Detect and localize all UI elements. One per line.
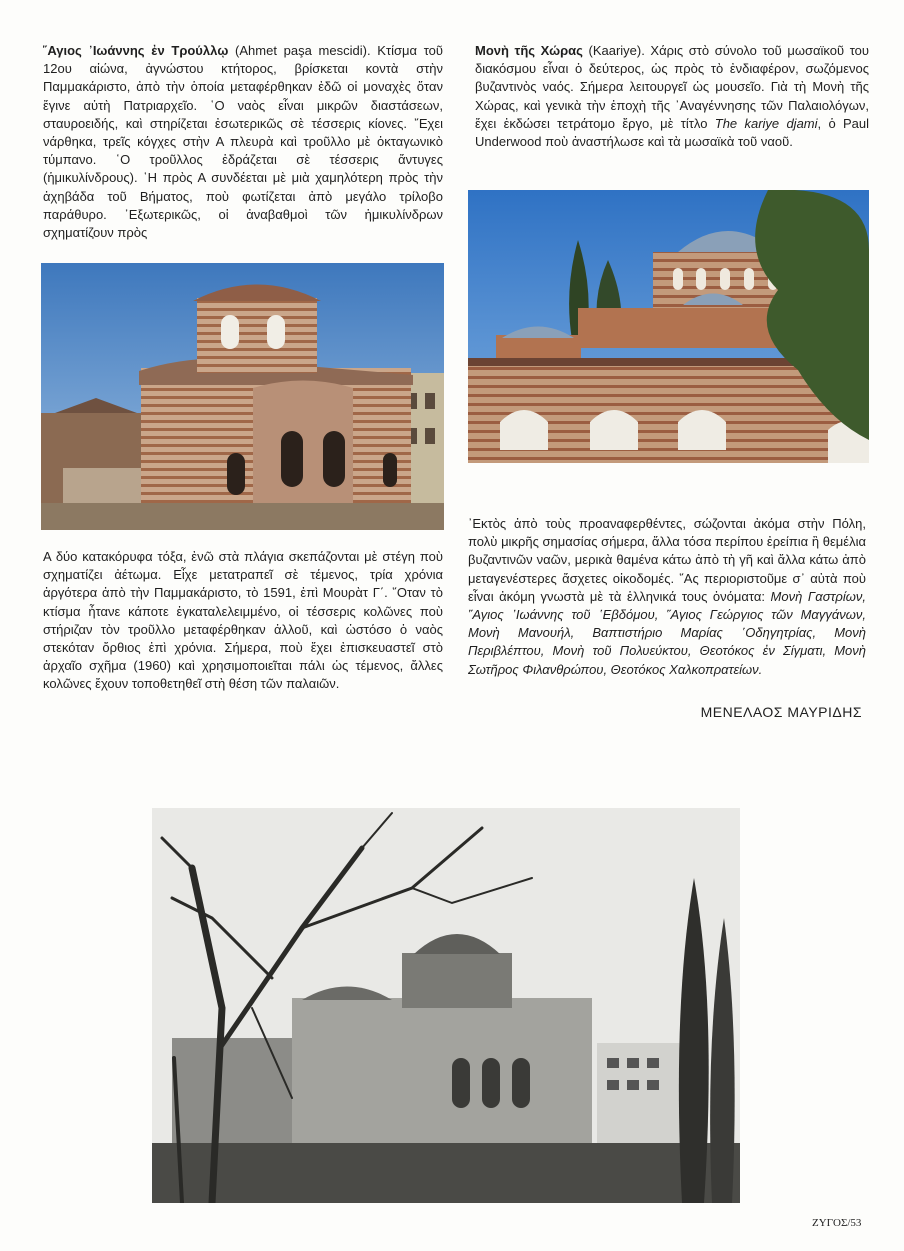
- church-description-moni-choras-a: (Kaariye). Χάρις στὸ σύνολο τοῦ μωσαϊκοῦ του διακόσμου εἶναι ὁ δεύτερος, ὡς πρὸς τὸ ἐνδιαφέρον, σωζόμενος βυζαντινὸς ναός. Σήμερα λειτουργεῖ ὡς μουσεῖο. Γιὰ τὴ Μονὴ τῆς Χώρας, καὶ γενικὰ τὴν ἐποχὴ τῆς ᾽Αναγέννησης τῶν Παλαιολόγων, ἔχει ἐκδώσει τετράτομο ἔργο, μὲ τίτλο: [475, 43, 869, 131]
- church-description-continued: Α δύο κατακόρυφα τόξα, ἐνῶ στὰ πλάγια σκεπάζονται μὲ στέγη ποὺ σχηματίζει ἀέτωμα. Εἶχε μετατραπεῖ σὲ τέμενος, τρία χρόνια ἀργότερα ἀπὸ τὴν Παμμακάριστο, τὸ 1591, ἐπὶ Μουρὰτ Γ΄. ῞Οταν τὸ κτίσμα ἦτανε κάποτε ἐγκαταλελειμμένο, οἱ τέσσερις κολῶνες ποὺ στήριζαν τὸν τροῦλλο μεταφέρθηκαν ἀλλοῦ, καὶ ὡστόσο ὁ ναὸς στεκόταν ὄρθιος ἐπὶ χρόνια. Σήμερα, ποὺ ἔχει ἐπισκευαστεῖ στὸ ἀρχαῖο σχῆμα (1960) καὶ χρησιμοποιεῖται πάλι ὡς τέμενος, ἄλλες κολῶνες ἔχουν τοποθετηθεῖ στὴ θέση τῶν παλαιῶν.: [43, 549, 443, 692]
- remaining-churches-intro: ᾽Εκτὸς ἀπὸ τοὺς προαναφερθέντες, σώζονται ἀκόμα στὴν Πόλη, πολὺ μικρῆς σημασίας σήμερα, ἄλλα τόσα περίπου ἐρείπια ἢ θεμέλια βυζαντινῶν ναῶν, μερικὰ θαμένα κάτω ἀπὸ τὴ γῆ καὶ ἄλλα κάτω ἀπὸ μεταγενέστερες ἄσχετες οἰκοδομές. ῞Ας περιοριστοῦμε σ᾽ αὐτὰ ποὺ εἶναι ἀκόμη γνωστὰ μὲ τὰ ἑλληνικά τους ὀνόματα:: [468, 516, 866, 604]
- church-description-agios-ioannis: (Ahmet paşa mescidi). Κτίσμα τοῦ 12ου αἰώνα, ἀγνώστου κτήτορος, βρίσκεται κοντὰ στὴν Παμμακάριστο, ἀπὸ τὴν ὁποία μεταφέρθηκαν ἐδῶ οἱ μοναχὲς ὅταν ἔγινε αὐτὴ Πατριαρχεῖο. ῾Ο ναὸς εἶναι μικρῶν διαστάσεων, σταυροειδής, καὶ στηρίζεται ἐσωτερικῶς σὲ τέσσερις κίονες. ῎Εχει νάρθηκα, τρεῖς κόγχες στὴν Α πλευρὰ καὶ τροῦλλο μὲ ὀκταγωνικὸ τύμπανο. ῾Ο τροῦλλος ἑδράζεται σὲ τέσσερις ἄντυγες (ἡμικυλίνδρους). ῾Η πρὸς Α συνδέεται μὲ μιὰ χαμηλότερη πρὸς τὴν ἀχηβάδα τοῦ Βήματος, ποὺ φωτίζεται ἀπὸ μεγάλο τρίλοβο παράθυρο. ᾽Εξωτερικῶς, οἱ ἀναβαθμοὶ τῶν ἡμικυλίνδρων σχηματίζουν πρὸς: [43, 43, 443, 241]
- church-description-moni-choras-b: , ὁ Paul Underwood ποὺ ἀναστήλωσε καὶ τὰ μωσαϊκὰ τοῦ ναοῦ.: [475, 115, 870, 150]
- right-column-top-text: [475, 42, 869, 151]
- page-folio: ΖΥΓΟΣ/53: [812, 1217, 862, 1229]
- left-column-bottom-text: [43, 548, 443, 694]
- left-column-top-text: [43, 42, 443, 242]
- church-title-moni-choras: Μονὴ τῆς Χώρας: [475, 43, 583, 58]
- photo-bw-illustration: [152, 808, 740, 1203]
- photo-moni-choras-illustration: [468, 190, 869, 463]
- right-column-bottom-text: [468, 515, 866, 679]
- photo-moni-choras: [468, 190, 869, 463]
- author-signature: ΜΕΝΕΛΑΟΣ ΜΑΥΡΙΔΗΣ: [700, 704, 862, 720]
- photo-bw-church-view: [152, 808, 740, 1203]
- church-title-agios-ioannis: ῞Αγιος ᾽Ιωάννης ἐν Τρούλλῳ: [43, 43, 229, 58]
- photo-agios-ioannis-illustration: [41, 263, 444, 530]
- photo-agios-ioannis-church: [41, 263, 444, 530]
- book-title: The kariye djami: [714, 115, 818, 131]
- remaining-churches-names: Μονὴ Γαστρίων, ῞Αγιος ᾽Ιωάννης τοῦ ῾Εβδόμου, ῞Αγιος Γεώργιος τῶν Μαγγάνων, Μονὴ Μανουήλ, Βαπτιστήριο Μαρίας ῾Οδηγητρίας, Μονὴ Περιβλέπτου, Μονὴ τοῦ Πολυεύκτου, Θεοτόκος ἐν Σίγματι, Μονὴ Σωτῆρος Φιλανθρώπου, Θεοτόκος Χαλκοπρατείων.: [468, 588, 866, 677]
